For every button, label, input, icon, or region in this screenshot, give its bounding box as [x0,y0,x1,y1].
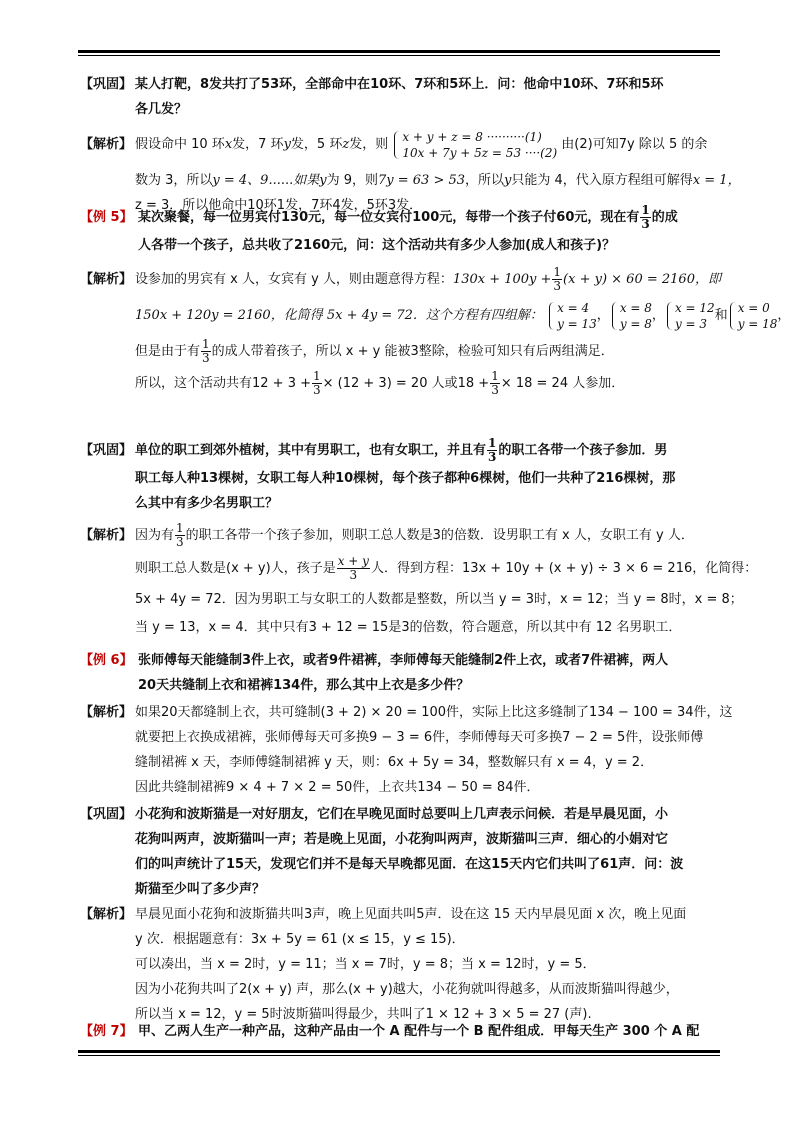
label-gonggu: 【巩固】 [80,807,133,822]
solution-text: z = 3．所以他命中10环1发，7环4发，5环3发． [135,198,423,213]
label-jiexi: 【解析】 [80,272,133,287]
question-text: 各几发？ [135,102,188,117]
consolidate-problem-3: 【巩固】 小花狗和波斯猫是一对好朋友，它们在早晚见面时总要叫上几声表示问候．若是早晨见面，小 花狗叫两声，波斯猫叫一声；若是晚上见面，小花狗叫两声，波斯猫叫三声．细心的小娟对它 们的叫声统计了15天，发现它们并不是每天早晚都见面．在这15天内它们共叫了61声．问：波 斯猫至少叫了多少声？ 【解析】 早晨见面小花狗和波斯猫共叫3声，晚上见面共叫5声．设在这 15 天内早晨见面 x 次，晚上见面 y 次．根据题意有：3x + 5y = 61 (x ≤ 15，y ≤ 15)． 可以凑出，当 x = 2时，y = 11；当 x = 7时，y = 8；当 x = 12时，y = 5． 因为小花狗共叫了2(x + y) 声，那么(x + y)越大，小花狗就叫得越多，从而波斯猫叫得越少， 所以当 x = 12，y = 5时波斯猫叫得最少，共叫了1 × 12 + 3 × 5 = 27 (声). [80,802,722,1027]
label-jiexi: 【解析】 [80,137,133,152]
solution-text: 假设命中 10 环 [135,137,225,152]
header-rule-thin [78,55,720,56]
header-rule [78,50,720,53]
example-7: 【例 7】 甲、乙两人生产一种产品，这种产品由一个 A 配件与一个 B 配件组成．甲每天生产 300 个 A 配 [80,1019,722,1044]
example-5: 【例 5】 某次聚餐，每一位男宾付130元，每一位女宾付100元，每带一个孩子付60元，现在有 $\frac{1}{3}$ 的成 人各带一个孩子，总共收了2160元，问：这个活动共有多少人参加(成人和孩子)？ 【解析】 设参加的男宾有 x 人，女宾有 y 人，则由题意得方程：130x + 100y + $\frac{1}{3}$ (x + y) × 60 = 2160，即 150x + 120y = 2160，化简得 5x + 4y = 72．这个方程有四组解： x = 4 y = 13 ， x = 8 y = 8 ， x = 12 y = 3 和 x = 0 y = 18 ， 但是由于有 $\frac{1}{3}$ 的成人带着孩子，所以 x + y 能被3整除，检验可知只有后两组满足． 所以，这个活动共有12 + 3 + $\frac{1}{3}$ × (12 + 3) = 20 人或18 + $\frac{1}{3}$ × 18 = 24 人参加． [80,203,791,397]
footer-rule [78,1050,720,1053]
label-example-6: 【例 6】 [80,653,133,668]
label-gonggu: 【巩固】 [80,77,133,92]
footer-rule-thin [78,1055,720,1056]
label-example-7: 【例 7】 [80,1024,133,1039]
consolidate-problem-1: 【巩固】 某人打靶，8发共打了53环，全部命中在10环、7环和5环上．问：他命中10环、7环和5环 各几发？ 【解析】 假设命中 10 环x发，7 环y发，5 环z发，则 x + y + z = 8 ··········(1) 10x + 7y + 5z = 53 ····(2) 由(2)可知7y 除以 5 的余 数为 3，所以y = 4、9......如果y为 9，则7y = 63 > 53，所以y只能为 4，代入原方程组可解得x = 1， z = 3．所以他命中10环1发，7环4发，5环3发． [80,72,722,218]
label-example-5: 【例 5】 [80,210,133,225]
fraction: $\frac{1}{3}$ [641,203,650,231]
example-6: 【例 6】 张师傅每天能缝制3件上衣，或者9件裙裤，李师傅每天能缝制2件上衣，或者7件裙裤，两人 20天共缝制上衣和裙裤134件，那么其中上衣是多少件？ 【解析】 如果20天都缝制上衣，共可缝制(3 + 2) × 20 = 100件，实际上比这多缝制了134 − 100 = 34件，这 就要把上衣换成裙裤，张师傅每天可多换9 − 3 = 6件，李师傅每天可多换7 − 2 = 5件，设张师傅 缝制裙裤 x 天，李师傅缝制裙裤 y 天，则：6x + 5y = 34，整数解只有 x = 4，y = 2． 因此共缝制裙裤9 × 4 + 7 × 2 = 50件，上衣共134 − 50 = 84件． [80,648,722,800]
solution-set: x = 4 y = 13 [547,300,597,332]
label-jiexi: 【解析】 [80,705,133,720]
equation-system: x + y + z = 8 ··········(1) 10x + 7y + 5z = 53 ····(2) [392,129,557,161]
label-jiexi: 【解析】 [80,528,133,543]
consolidate-problem-2: 【巩固】 单位的职工到郊外植树，其中有男职工，也有女职工，并且有 $\frac{1}{3}$ 的职工各带一个孩子参加．男 职工每人种13棵树，女职工每人种10棵树，每个孩子都种6棵树，他们一共种了216棵树，那 么其中有多少名男职工？ 【解析】 因为有 $\frac{1}{3}$ 的职工各带一个孩子参加，则职工总人数是3的倍数．设男职工有 x 人，女职工有 y 人． 则职工总人数是(x + y)人，孩子是 $\frac{x + y}{3}$ 人．得到方程：13x + 10y + (x + y) ÷ 3 × 6 = 216，化简得： 5x + 4y = 72．因为男职工与女职工的人数都是整数，所以当 y = 3时，x = 12；当 y = 8时，x = 8； 当 y = 13，x = 4．其中只有3 + 12 = 15是3的倍数，符合题意，所以其中有 12 名男职工． [80,436,758,635]
question-text: 某人打靶，8发共打了53环，全部命中在10环、7环和5环上．问：他命中10环、7环和5环 [135,77,664,92]
label-jiexi: 【解析】 [80,907,133,922]
label-gonggu: 【巩固】 [80,443,133,458]
